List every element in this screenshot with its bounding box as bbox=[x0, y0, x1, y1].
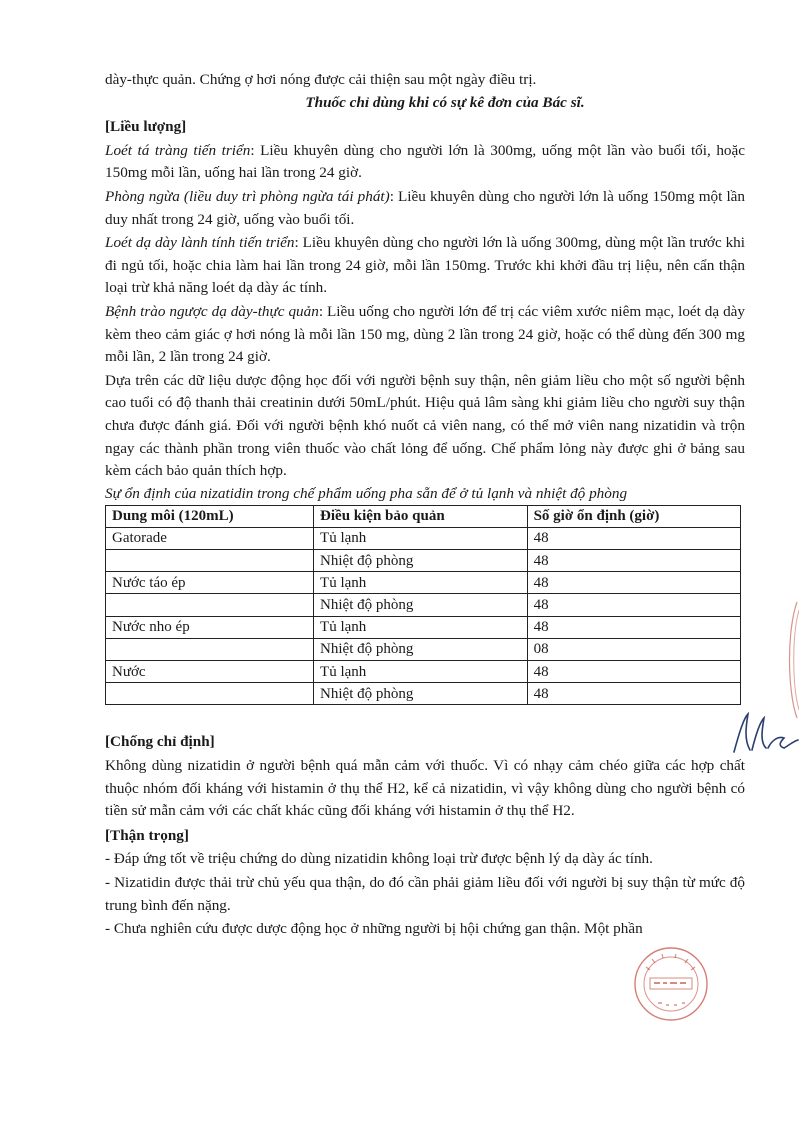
table-row bbox=[106, 616, 741, 638]
table-row bbox=[106, 594, 741, 616]
cell-solvent: Nước bbox=[106, 661, 314, 683]
contraindications-heading: [Chống chỉ định] bbox=[105, 733, 215, 751]
cell-storage: Nhiệt độ phòng bbox=[314, 594, 528, 616]
dosage-term: Loét tá tràng tiến triển bbox=[105, 141, 251, 159]
continuation-line: dày-thực quản. Chứng ợ hơi nóng được cải thiện sau một ngày điều trị. bbox=[105, 71, 537, 88]
cell-solvent: Nước nho ép bbox=[106, 616, 314, 638]
header-solvent: Dung môi (120mL) bbox=[106, 505, 314, 527]
cell-hours: 48 bbox=[527, 616, 740, 638]
cell-solvent bbox=[106, 683, 314, 705]
cell-hours: 48 bbox=[527, 572, 740, 594]
cell-hours: 08 bbox=[527, 638, 740, 660]
table-row bbox=[106, 550, 741, 572]
dosage-item bbox=[105, 232, 745, 300]
table-row bbox=[106, 683, 741, 705]
cell-solvent: Nước táo ép bbox=[106, 572, 314, 594]
table-row bbox=[106, 527, 741, 549]
table-row bbox=[106, 638, 741, 660]
cell-solvent: Gatorade bbox=[106, 527, 314, 549]
dosage-item bbox=[105, 301, 745, 369]
section-gap bbox=[105, 705, 745, 729]
precautions-heading: [Thận trọng] bbox=[105, 826, 189, 844]
cell-storage: Nhiệt độ phòng bbox=[314, 683, 528, 705]
edge-seal-fragment bbox=[783, 600, 799, 720]
cell-hours: 48 bbox=[527, 683, 740, 705]
document-page bbox=[105, 69, 745, 941]
cell-storage: Tủ lạnh bbox=[314, 572, 528, 594]
dosage-term: Loét dạ dày lành tính tiến triển bbox=[105, 234, 295, 252]
table-row bbox=[106, 572, 741, 594]
cell-solvent bbox=[106, 594, 314, 616]
cell-storage: Tủ lạnh bbox=[314, 661, 528, 683]
cell-hours: 48 bbox=[527, 527, 740, 549]
table-header-row bbox=[106, 505, 741, 527]
cell-hours: 48 bbox=[527, 661, 740, 683]
cell-storage: Nhiệt độ phòng bbox=[314, 550, 528, 572]
dosage-text: : Liều khuyên dùng cho người lớn là uống 150mg một lần duy nhất trong 24 giờ, uống vào buổi tối. bbox=[105, 187, 745, 228]
precaution-item: - Nizatidin được thải trừ chủ yếu qua thận, do đó cần phải giảm liều đối với người bị suy thận từ mức độ trung bình đến nặng. bbox=[105, 873, 745, 914]
dosage-text: : Liều khuyên dùng cho người lớn là uống 300mg, dùng một lần trước khi đi ngủ tối, hoặc chia làm hai lần trong 24 giờ, mỗi lần 150mg. Trước khi khởi đầu trị liệu, nên cẩn thận loại trừ khả năng loét dạ dày ác tính. bbox=[105, 234, 745, 297]
stability-table bbox=[105, 505, 741, 706]
contraindications-text: Không dùng nizatidin ở người bệnh quá mẫn cảm với thuốc. Vì có nhạy cảm chéo giữa các hợp chất thuộc nhóm đối kháng với histamin ở thụ thể H2, kể cả nizatidin, vì vậy không dùng cho người bệnh có tiền sử mẫn cảm với các chất khác cũng đối kháng với histamin ở thụ thể H2. bbox=[105, 756, 745, 820]
dosage-item bbox=[105, 186, 745, 231]
cell-solvent bbox=[106, 550, 314, 572]
cell-storage: Nhiệt độ phòng bbox=[314, 638, 528, 660]
dosage-term: Bệnh trào ngược dạ dày-thực quản bbox=[105, 302, 319, 320]
table-row bbox=[106, 661, 741, 683]
renal-dosage-paragraph: Dựa trên các dữ liệu dược động học đối với người bệnh suy thận, nên giảm liều cho một số người bệnh cao tuổi có độ thanh thải creatinin dưới 50mL/phút. Hiệu quả lâm sàng khi giảm liều cho người suy thận chưa được đánh giá. Đối với người bệnh khó nuốt cả viên nang, có thể mở viên nang nizatidin và trộn ngay các thành phần trong viên thuốc vào chất lỏng để uống. Chế phẩm lỏng này được ghi ở bảng sau kèm cách bảo quản thích hợp. bbox=[105, 371, 745, 480]
precaution-item: - Chưa nghiên cứu được dược động học ở những người bị hội chứng gan thận. Một phần bbox=[105, 920, 643, 938]
official-stamp bbox=[632, 945, 710, 1023]
precaution-item: - Đáp ứng tốt về triệu chứng do dùng nizatidin không loại trừ được bệnh lý dạ dày ác tính. bbox=[105, 850, 653, 868]
cell-hours: 48 bbox=[527, 550, 740, 572]
cell-storage: Tủ lạnh bbox=[314, 616, 528, 638]
cell-storage: Tủ lạnh bbox=[314, 527, 528, 549]
header-hours: Số giờ ổn định (giờ) bbox=[527, 505, 740, 527]
cell-hours: 48 bbox=[527, 594, 740, 616]
dosage-term: Phòng ngừa (liều duy trì phòng ngừa tái phát) bbox=[105, 187, 390, 205]
table-caption: Sự ổn định của nizatidin trong chế phẩm uống pha sẵn để ở tủ lạnh và nhiệt độ phòng bbox=[105, 484, 628, 502]
dosage-item bbox=[105, 140, 745, 185]
dosage-heading: [Liều lượng] bbox=[105, 118, 187, 136]
dosage-text: : Liều khuyên dùng cho người lớn là 300mg, uống một lần vào buổi tối, hoặc 150mg mỗi lần, uống hai lần trong 24 giờ. bbox=[105, 141, 745, 182]
prescription-note: Thuốc chỉ dùng khi có sự kê đơn của Bác sĩ. bbox=[305, 93, 585, 111]
header-storage: Điều kiện bảo quản bbox=[314, 505, 528, 527]
dosage-text: : Liều uống cho người lớn để trị các viêm xước niêm mạc, loét dạ dày kèm theo cảm giác ợ hơi nóng là mỗi lần 150 mg, dùng 2 lần trong 24 giờ, hoặc có thể dùng đến 300 mg mỗi lần, 2 lần trong 24 giờ. bbox=[105, 302, 745, 366]
cell-solvent bbox=[106, 638, 314, 660]
